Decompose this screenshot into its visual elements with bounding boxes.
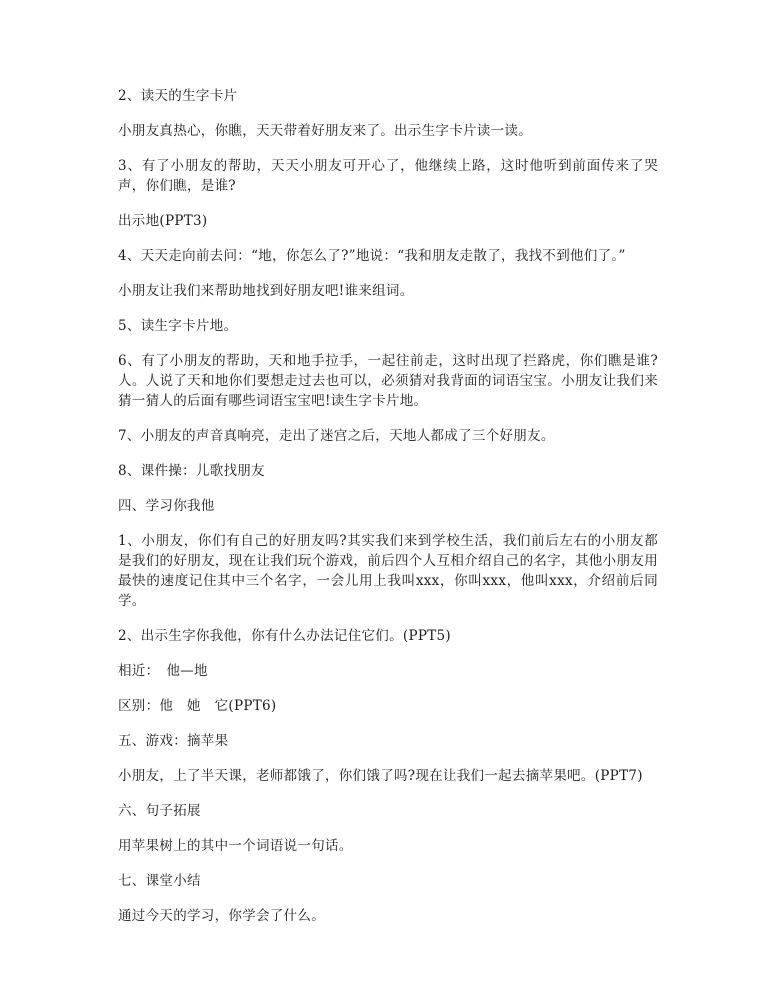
paragraph-summary: 通过今天的学习，你学会了什么。 xyxy=(118,908,325,924)
paragraph-show-characters: 2、出示生字你我他，你有什么办法记住它们。(PPT5) xyxy=(118,628,451,644)
paragraph-dialogue: 4、天天走向前去问：“地，你怎么了?”地说：“我和朋友走散了，我找不到他们了。” xyxy=(118,248,626,264)
paragraph-similar: 相近： 他—地 xyxy=(118,663,208,679)
paragraph-friends: 7、小朋友的声音真响亮，走出了迷宫之后，天地人都成了三个好朋友。 xyxy=(118,428,555,444)
section-heading-5: 五、游戏：摘苹果 xyxy=(118,733,229,749)
paragraph-game-names: 1、小朋友，你们有自己的好朋友吗?其实我们来到学校生活，我们前后左右的小朋友都是我们的好朋友，现在让我们玩个游戏，前后四个人互相介绍自己的名字，其他小朋友用最快的速度记住其中三个名字，一会儿用上我叫xxx，你叫xxx，他叫xxx，介绍前后同学。 xyxy=(118,533,658,609)
paragraph-apple-picking: 小朋友，上了半天课，老师都饿了，你们饿了吗?现在让我们一起去摘苹果吧。(PPT7) xyxy=(118,768,643,784)
paragraph-help-di: 小朋友让我们来帮助地找到好朋友吧!谁来组词。 xyxy=(118,283,414,299)
paragraph-courseware: 8、课件操：儿歌找朋友 xyxy=(118,463,265,479)
document-body xyxy=(118,86,658,941)
section-heading-7: 七、课堂小结 xyxy=(118,873,201,889)
paragraph-difference: 区别：他 她 它(PPT6) xyxy=(118,698,277,714)
paragraph-roadblock: 6、有了小朋友的帮助，天和地手拉手，一起往前走，这时出现了拦路虎，你们瞧是谁?人。人说了天和地你们要想走过去也可以，必须猜对我背面的词语宝宝。小朋友让我们来猜一猜人的后面有哪些词语宝宝吧!读生字卡片地。 xyxy=(118,353,658,409)
paragraph-read-di-cards: 5、读生字卡片地。 xyxy=(118,318,238,334)
paragraph-sentence: 用苹果树上的其中一个词语说一句话。 xyxy=(118,838,353,854)
section-heading-4: 四、学习你我他 xyxy=(118,498,215,514)
paragraph-show-di: 出示地(PPT3) xyxy=(118,213,208,229)
paragraph-read-tian-cards: 2、读天的生字卡片 xyxy=(118,88,238,104)
section-heading-6: 六、句子拓展 xyxy=(118,803,201,819)
paragraph-show-cards: 小朋友真热心，你瞧，天天带着好朋友来了。出示生字卡片读一读。 xyxy=(118,123,532,139)
paragraph-crying-sound: 3、有了小朋友的帮助，天天小朋友可开心了，他继续上路，这时他听到前面传来了哭声，你们瞧，是谁? xyxy=(118,158,658,194)
